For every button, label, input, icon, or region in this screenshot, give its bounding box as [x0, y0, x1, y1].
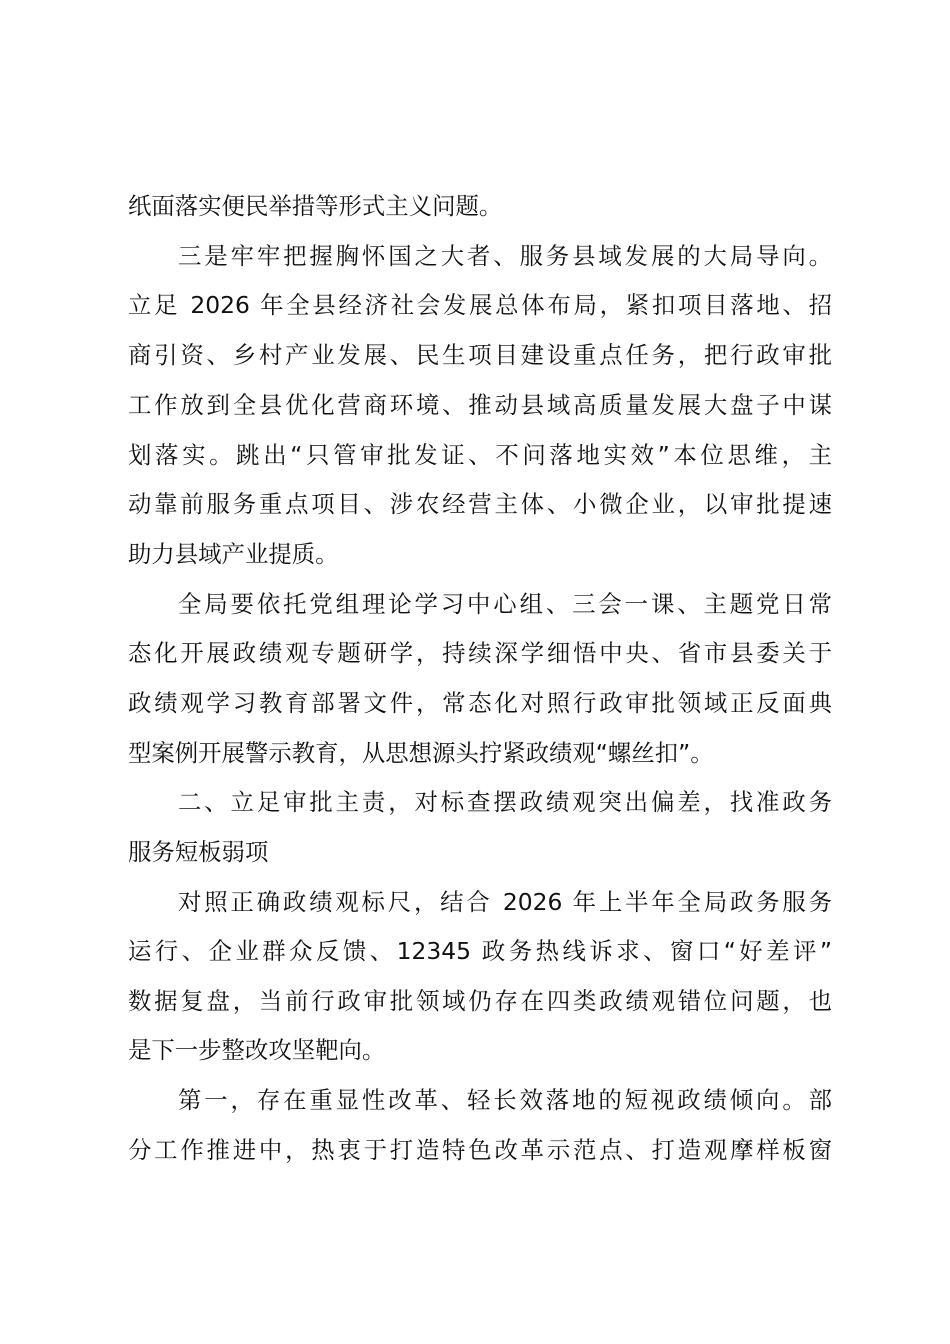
text-line: 工作放到全县优化营商环境、推动县域高质量发展大盘子中谋 [128, 391, 832, 419]
text-line: 分工作推进中，热衷于打造特色改革示范点、打造观摩样板窗 [128, 1136, 832, 1164]
text-line: 纸面落实便民举措等形式主义问题。 [128, 192, 503, 220]
text-line: 助力县域产业提质。 [128, 540, 339, 568]
text-line: 型案例开展警示教育，从思想源头拧紧政绩观“螺丝扣”。 [128, 739, 714, 767]
text-line: 政绩观学习教育部署文件，常态化对照行政审批领域正反面典 [128, 689, 832, 717]
paragraph-first-line: 第一，存在重显性改革、轻长效落地的短视政绩倾向。部 [178, 1086, 832, 1114]
paragraph-first-line: 对照正确政绩观标尺，结合 2026 年上半年全局政务服务 [178, 888, 832, 916]
text-line: 立足 2026 年全县经济社会发展总体布局，紧扣项目落地、招 [128, 291, 832, 319]
text-line: 运行、企业群众反馈、12345 政务热线诉求、窗口“好差评” [128, 937, 832, 965]
paragraph-first-line: 全局要依托党组理论学习中心组、三会一课、主题党日常 [178, 590, 832, 618]
text-line: 动靠前服务重点项目、涉农经营主体、小微企业，以审批提速 [128, 490, 832, 518]
text-line: 是下一步整改攻坚靶向。 [128, 1036, 386, 1064]
paragraph-first-line: 三是牢牢把握胸怀国之大者、服务县域发展的大局导向。 [178, 242, 832, 270]
text-line: 态化开展政绩观专题研学，持续深学细悟中央、省市县委关于 [128, 639, 832, 667]
section-heading-continued: 服务短板弱项 [128, 838, 269, 866]
text-line: 商引资、乡村产业发展、民生项目建设重点任务，把行政审批 [128, 341, 832, 369]
text-line: 数据复盘，当前行政审批领域仍存在四类政绩观错位问题，也 [128, 987, 832, 1015]
text-line: 划落实。跳出“只管审批发证、不问落地实效”本位思维，主 [128, 441, 832, 469]
section-heading: 二、立足审批主责，对标查摆政绩观突出偏差，找准政务 [178, 788, 832, 816]
